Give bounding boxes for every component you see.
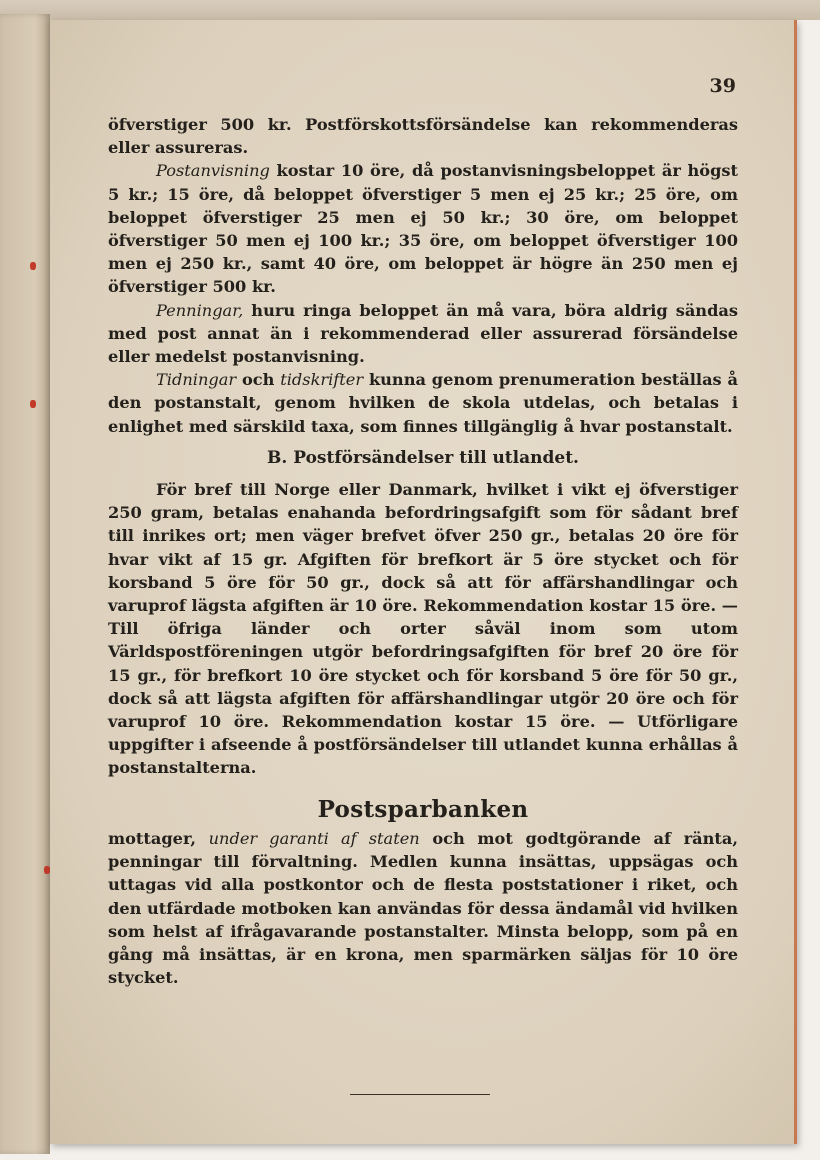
term-tidningar: Tidningar — [156, 370, 237, 390]
tidningar-text: kunna genom prenumeration beställas å den postanstalt, genom hvilken de skola utdelas, och betalas i enlighet med särskild taxa, som finnes tillgänglig å hvar postanstalt. — [108, 370, 738, 436]
page-number: 39 — [709, 75, 736, 97]
closing-rule — [350, 1094, 490, 1095]
postsparbanken-guarantee: under garanti af staten — [208, 828, 420, 848]
term-penningar: Penningar, — [156, 300, 244, 320]
penningar-text: huru ringa beloppet än må vara, böra aldrig sändas med post annat än i rekommenderad eller assurerad försändelse eller medelst postanvisning. — [108, 300, 738, 367]
paragraph-penningar — [108, 299, 738, 369]
term-postanvisning: Postanvisning — [156, 161, 270, 181]
section-b-heading: B. Postförsändelser till utlandet. — [267, 447, 579, 468]
left-page-edge — [0, 14, 50, 1154]
postanvisning-text: kostar 10 öre, då postanvisningsbeloppet är högst 5 kr.; 15 öre, då beloppet öfverstiger 5 men ej 25 kr.; 25 öre, om beloppet öfverstiger 25 men ej 50 kr.; 30 öre, om beloppet öfverstiger 50 men ej 100 kr.; 35 öre, om beloppet öfverstiger 100 men ej 250 kr., samt 40 öre, om beloppet är högre än 250 men ej öfverstiger 500 kr. — [108, 161, 738, 297]
paragraph-utlandet: För bref till Norge eller Danmark, hvilket i vikt ej öfverstiger 250 gram, betalas enahanda befordringsafgift som för sådant bref till inrikes ort; men väger brefvet öfver 250 gr., betalas 20 öre för hvar vikt af 15 gr. Afgiften för brefkort är 5 öre stycket och för korsband 5 öre för 50 gr., dock så att för affärshandlingar och varuprof lägsta afgiften är 10 öre. Rekommendation kostar 15 öre. — Till öfriga länder och orter såväl inom som utom Världspostföreningen utgör befordringsafgiften för bref 20 öre för 15 gr., för brefkort 10 öre stycket och för korsband 5 öre för 50 gr., dock så att lägsta afgiften för affärshandlingar utgör 20 öre och för varuprof 10 öre. Rekommendation kostar 15 öre. — Utförligare uppgifter i afseende å postförsändelser till utlandet kunna erhållas å postanstalterna. — [108, 480, 738, 778]
page-body — [108, 113, 738, 989]
paragraph-tidningar — [108, 368, 738, 438]
paragraph-continuation: öfverstiger 500 kr. Postförskottsförsändelse kan rekommenderas eller assureras. — [108, 115, 738, 158]
paragraph-postsparbanken — [108, 827, 738, 989]
postsparbanken-heading: Postsparbanken — [317, 795, 529, 823]
binding-thread-mark — [30, 400, 36, 408]
tidningar-och: och — [236, 370, 281, 390]
binding-thread-mark — [30, 262, 36, 270]
term-tidskrifter: tidskrifter — [280, 370, 364, 390]
book-top-edge — [0, 0, 820, 20]
postsparbanken-lead: mottager, — [108, 828, 209, 848]
paragraph-postanvisning — [108, 159, 738, 298]
book-page — [50, 20, 797, 1144]
postsparbanken-text: och mot godtgörande af ränta, penningar till förvaltning. Medlen kunna insättas, uppsägas och uttagas vid alla postkontor och de flesta poststationer i riket, och den utfärdade motboken kan användas för dessa ändamål vid hvilken som helst af ifrågavarande postanstalter. Minsta belopp, som på en gång må insättas, är en krona, men sparmärken säljas för 10 öre stycket. — [108, 828, 739, 988]
